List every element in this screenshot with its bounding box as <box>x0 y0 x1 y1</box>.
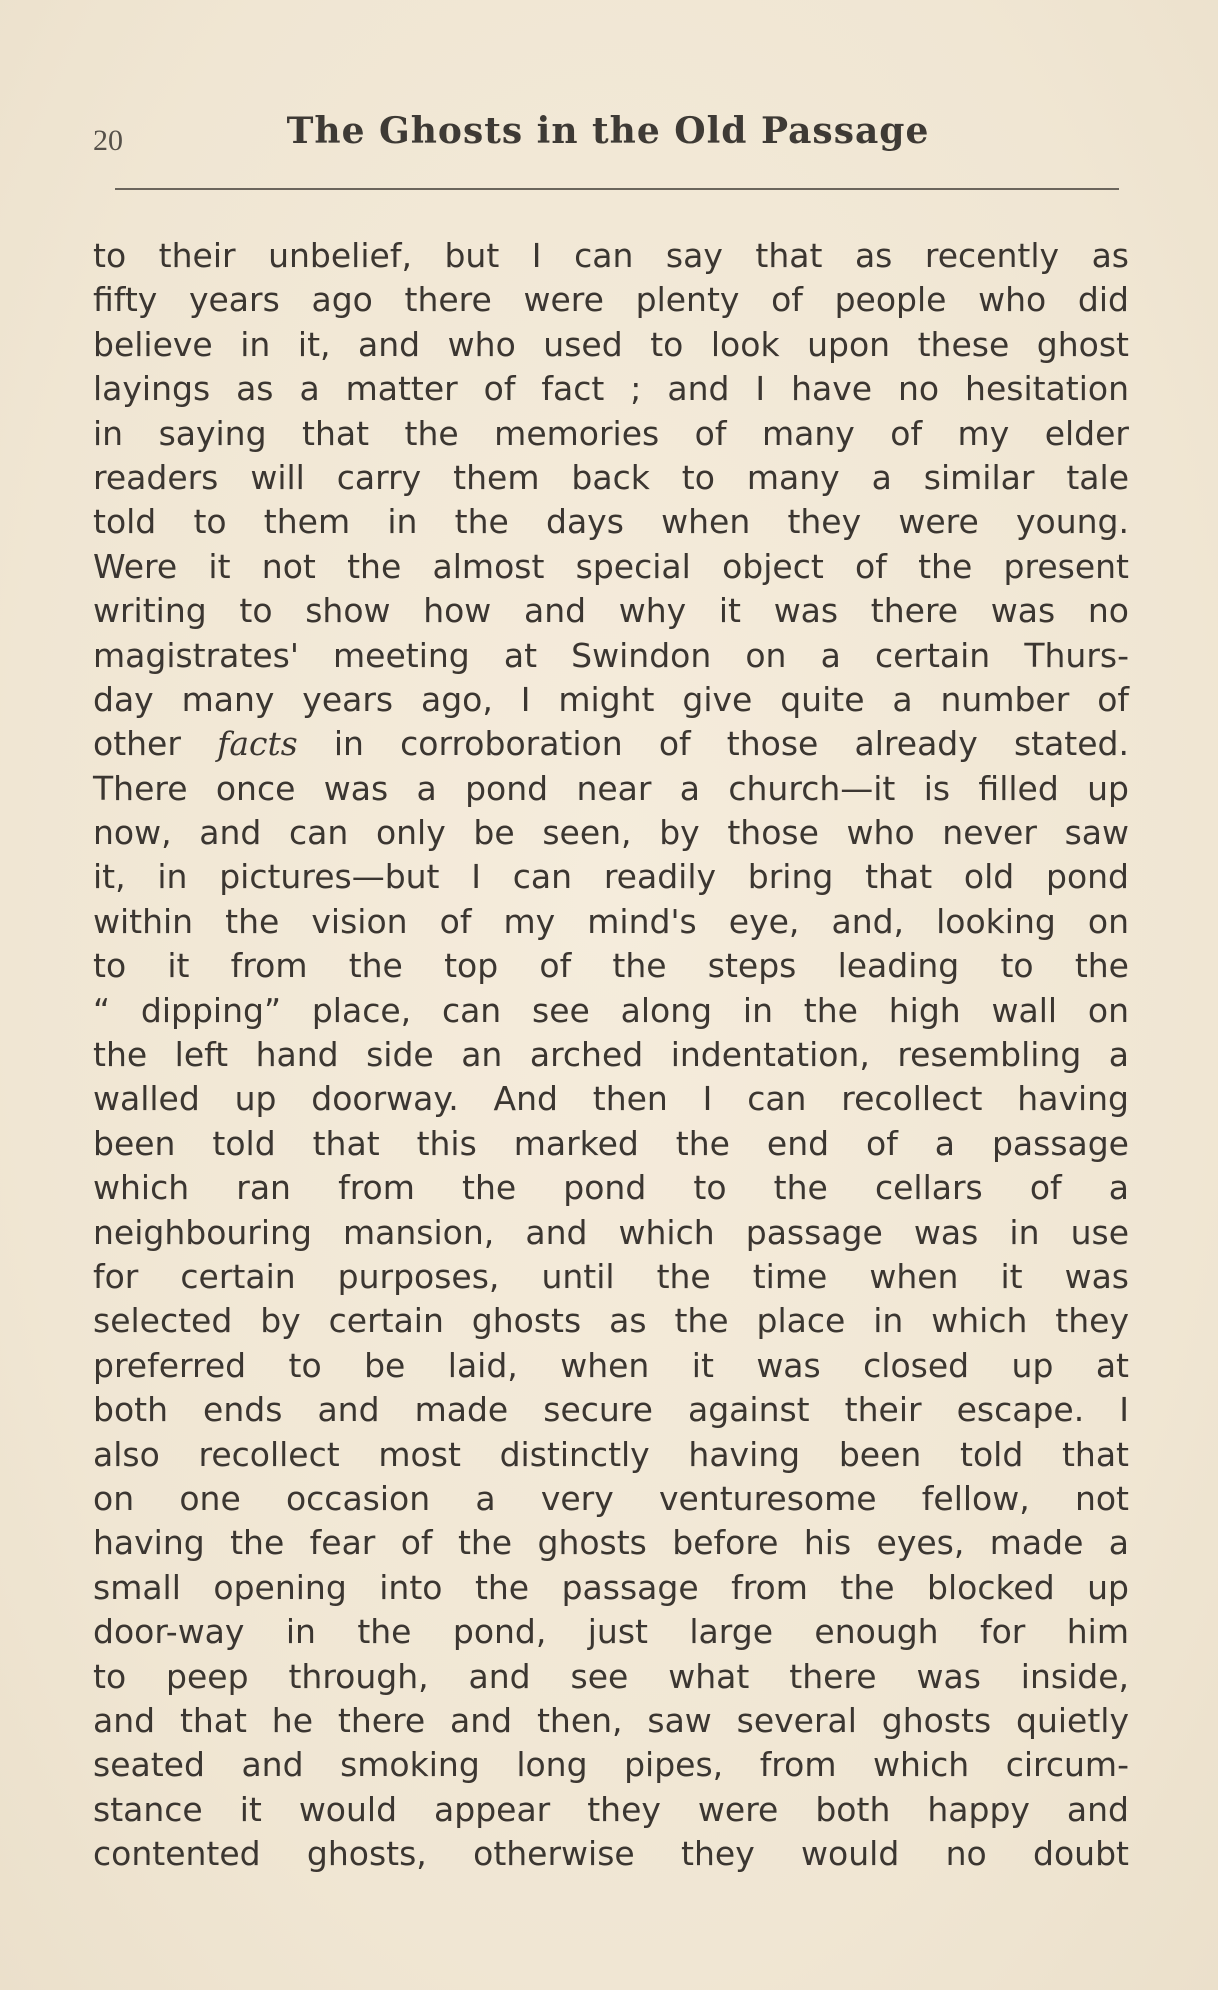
text-line: within the vision of my mind's eye, and, looking on <box>93 901 1129 941</box>
text-line: to their unbelief, but I can say that as recently as <box>93 236 1129 275</box>
text-line: There once was a pond near a church—it is filled up <box>93 768 1129 808</box>
text-line: “ dipping” place, can see along in the high wall on <box>93 990 1129 1030</box>
text-line: in saying that the memories of many of my elder <box>93 413 1129 453</box>
text-line: the left hand side an arched indentation, resembling a <box>93 1035 1129 1075</box>
text-line: door-way in the pond, just large enough for him <box>93 1612 1129 1652</box>
text-line: Were it not the almost special object of the present <box>93 546 1129 586</box>
body-text <box>93 234 1129 1876</box>
text-line: now, and can only be seen, by those who never saw <box>93 813 1129 853</box>
text-line: small opening into the passage from the blocked up <box>93 1567 1129 1607</box>
text-line: contented ghosts, otherwise they would no doubt <box>93 1834 1129 1874</box>
text-line: and that he there and then, saw several ghosts quietly <box>93 1700 1129 1740</box>
text-line: seated and smoking long pipes, from which circum- <box>93 1745 1129 1785</box>
text-line: stance it would appear they were both happy and <box>93 1789 1129 1829</box>
text-line: layings as a matter of fact ; and I have no hesitation <box>93 369 1129 409</box>
text-line: which ran from the pond to the cellars of a <box>93 1168 1129 1208</box>
text-line: been told that this marked the end of a passage <box>93 1123 1129 1163</box>
text-line: readers will carry them back to many a similar tale <box>93 457 1129 497</box>
text-line: also recollect most distinctly having been told that <box>93 1434 1129 1474</box>
text-line: neighbouring mansion, and which passage was in use <box>93 1212 1129 1252</box>
italic-word: facts <box>217 724 298 764</box>
text-line: on one occasion a very venturesome fellow, not <box>93 1478 1129 1518</box>
text-line: having the fear of the ghosts before his eyes, made a <box>93 1523 1129 1563</box>
text-line: walled up doorway. And then I can recollect having <box>93 1079 1129 1119</box>
text-line: to it from the top of the steps leading to the <box>93 946 1129 986</box>
text-line: for certain purposes, until the time when it was <box>93 1256 1129 1296</box>
text-line: writing to show how and why it was there was no <box>93 591 1129 631</box>
text-line: preferred to be laid, when it was closed up at <box>93 1345 1129 1385</box>
running-title: The Ghosts in the Old Passage <box>286 110 930 152</box>
text-line: believe in it, and who used to look upon these ghost <box>93 324 1129 364</box>
text-line: selected by certain ghosts as the place in which they <box>93 1301 1129 1341</box>
text-fragment: in corroboration of those already stated. <box>333 724 1129 764</box>
page-header <box>93 110 1123 166</box>
text-line: to peep through, and see what there was inside, <box>93 1656 1129 1696</box>
text-line: it, in pictures—but I can readily bring that old pond <box>93 857 1129 897</box>
text-line: told to them in the days when they were young. <box>93 502 1129 542</box>
header-rule <box>115 188 1119 190</box>
text-line: magistrates' meeting at Swindon on a certain Thurs- <box>93 635 1129 675</box>
text-line: fifty years ago there were plenty of people who did <box>93 280 1129 320</box>
text-line: both ends and made secure against their escape. I <box>93 1390 1129 1430</box>
text-fragment: other <box>93 724 181 764</box>
text-line: day many years ago, I might give quite a number of <box>93 679 1129 719</box>
text-line-with-italic <box>93 722 1129 766</box>
page-number: 20 <box>93 124 123 157</box>
